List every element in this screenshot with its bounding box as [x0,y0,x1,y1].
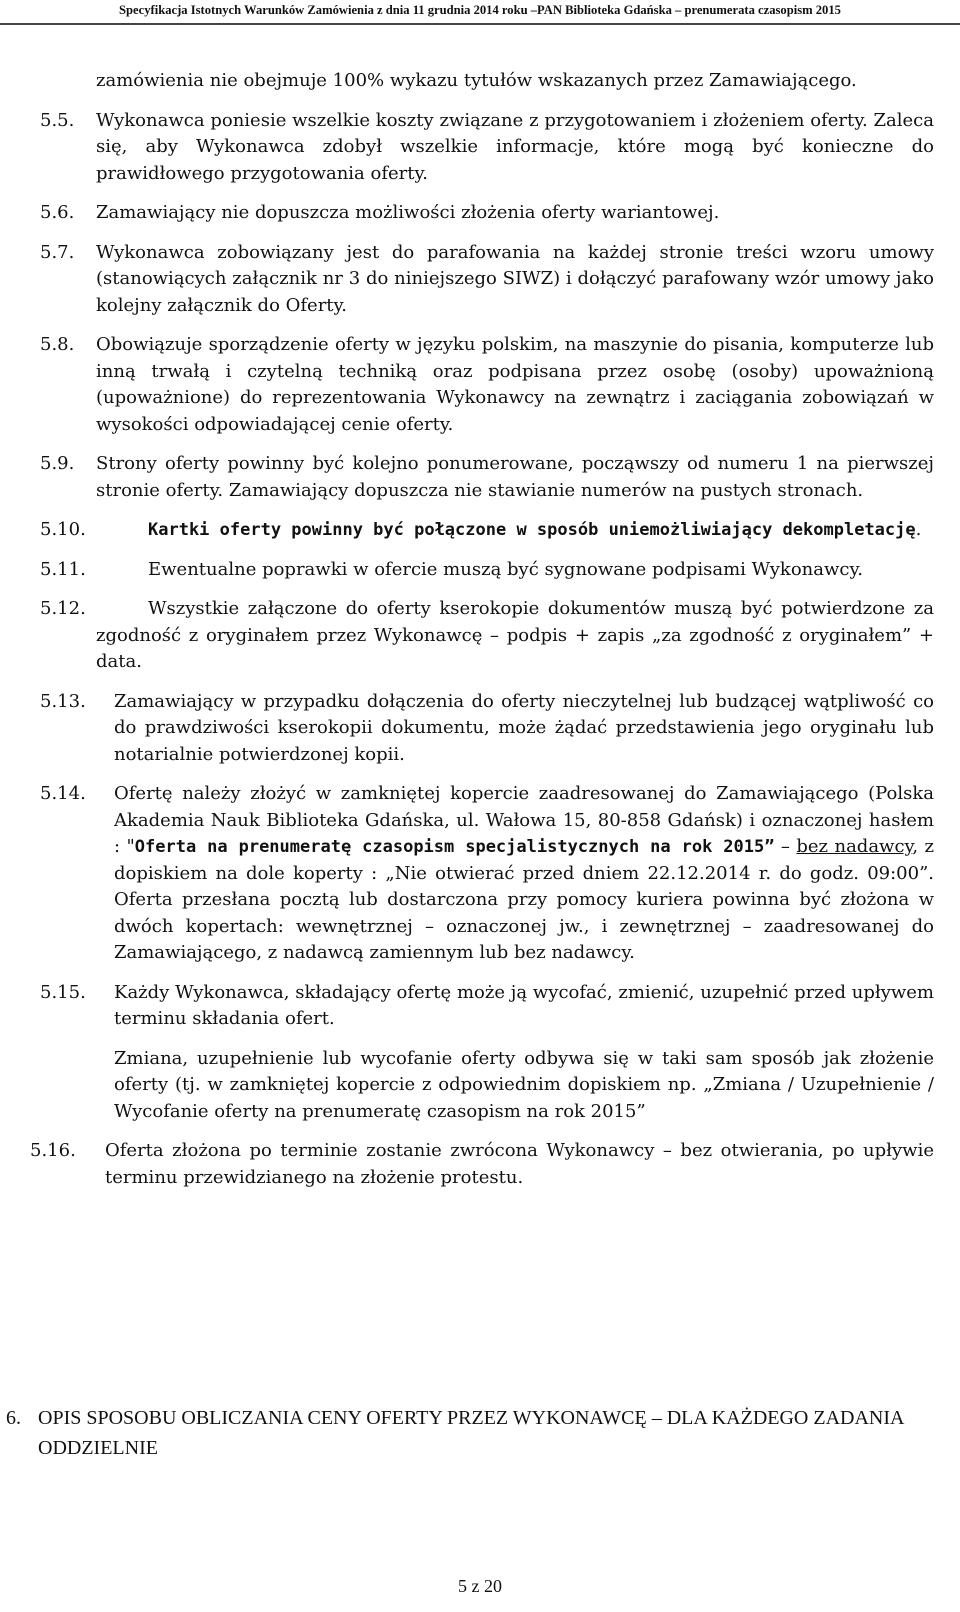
paragraph-5-15 [0,980,960,1126]
page-header [0,0,960,32]
section-heading-6 [0,1403,960,1463]
paragraph-5-13 [0,689,960,769]
paragraph-text: Oferta złożona po terminie zostanie zwrócona Wykonawcy – bez otwierania, po upływie terminu przewidzianego na złożenie protestu. [105,1140,934,1188]
paragraph-5-14 [0,781,960,967]
paragraph-5-16 [0,1138,960,1191]
header-text: Specyfikacja Istotnych Warunków Zamówienia z dnia 11 grudnia 2014 roku –PAN Biblioteka Gdańska – prenumerata czasopism 2015 [119,3,841,17]
paragraph-number: 5.7. [40,241,75,263]
paragraph-text: Strony oferty powinny być kolejno ponumerowane, począwszy od numeru 1 na pierwszej stronie oferty. Zamawiający dopuszcza nie stawianie numerów na pustych stronach. [96,453,934,501]
paragraph-5-7 [0,240,960,320]
paragraph-number: 5.5. [40,109,75,131]
paragraph-5-10: 5.10. Kartki oferty powinny być połączone w sposób uniemożliwiający dekompletację. [96,517,934,544]
paragraph-text: Wykonawca zobowiązany jest do parafowania na każdej stronie treści wzoru umowy (stanowiących załącznik nr 3 do niniejszego SIWZ) i dołączyć parafowany wzór umowy jako kolejny załącznik do Oferty. [96,241,934,316]
paragraph-number: 5.6. [40,202,75,223]
paragraph-text: Zamawiający nie dopuszcza możliwości złożenia oferty wariantowej. [96,202,720,223]
paragraph-number: 5.12. [40,598,86,619]
bold-text: Kartki oferty powinny być połączone w sposób uniemożliwiający dekompletację [148,520,916,540]
paragraph-text: Ofertę należy złożyć w zamkniętej kopercie zaadresowanej do Zamawiającego (Polska Akademia Nauk Biblioteka Gdańska, ul. Wałowa 15, 80-858 Gdańsk) i oznaczonej hasłem : "Oferta na prenumeratę czasopism specjalistycznych na rok 2015” – bez nadawcy, z dopiskiem na dole koperty : „Nie otwierać przed dniem 22.12.2014 r. do godz. 09:00”. Oferta przesłana pocztą lub dostarczona przy pomocy kuriera powinna być złożona w dwóch kopertach: wewnętrznej – oznaczonej jw., i zewnętrznej – zaadresowanej do Zamawiającego, z nadawcą zamiennym lub bez nadawcy. [114,783,934,963]
paragraph-text: Ewentualne poprawki w ofercie muszą być sygnowane podpisami Wykonawcy. [148,558,863,580]
paragraph-number: 5.11. [40,558,86,580]
paragraph-number: 5.16. [30,1140,76,1161]
paragraph-text: Każdy Wykonawca, składający ofertę może ją wycofać, zmienić, uzupełnić przed upływem terminu składania ofert. [114,981,934,1029]
paragraph-5-8 [0,332,960,438]
paragraph-5-12 [0,596,960,676]
document-body [0,68,960,1191]
paragraph-text-2: Zmiana, uzupełnienie lub wycofanie oferty odbywa się w taki sam sposób jak złożenie oferty (tj. w zamkniętej kopercie z odpowiednim dopiskiem np. „Zmiana / Uzupełnienie / Wycofanie oferty na prenumeratę czasopism na rok 2015” [114,1047,934,1122]
paragraph-number: 5.10. [40,519,86,540]
paragraph-number: 5.9. [40,453,75,474]
paragraph-5-6 [0,200,960,227]
paragraph-number: 5.13. [40,690,86,712]
page-footer [0,1576,960,1597]
paragraph-number: 5.15. [40,981,86,1003]
paragraph-5-11 [40,557,934,584]
paragraph-text: Obowiązuje sporządzenie oferty w języku polskim, na maszynie do pisania, komputerze lub inną trwałą i czytelną techniką oraz podpisana przez osobę (osoby) upoważnioną (upoważnione) do reprezentowania Wykonawcy na zewnątrz i zaciągania zobowiązań w wysokości odpowiadającej cenie oferty. [96,334,934,435]
paragraph-text: Wykonawca poniesie wszelkie koszty związane z przygotowaniem i złożeniem oferty. Zaleca się, aby Wykonawca zdobył wszelkie informacje, które mogą być konieczne do prawidłowego przygotowania oferty. [96,109,934,184]
page-number: 5 z 20 [458,1576,502,1596]
header-rule [0,23,960,25]
section-title: OPIS SPOSOBU OBLICZANIA CENY OFERTY PRZEZ WYKONAWCĘ – DLA KAŻDEGO ZADANIA ODDZIELNIE [38,1407,904,1459]
bold-text: Oferta na prenumeratę czasopism specjalistycznych na rok 2015” [134,837,775,857]
paragraph-5-5 [0,108,960,188]
underlined-text: bez nadawcy [796,836,913,857]
section-number: 6. [6,1407,21,1429]
paragraph-text: Wszystkie załączone do oferty kserokopie dokumentów muszą być potwierdzone za zgodność z oryginałem przez Wykonawcę – podpis + zapis „za zgodność z oryginałem” + data. [96,598,934,672]
paragraph-number: 5.14. [40,783,86,804]
paragraph-continuation: zamówienia nie obejmuje 100% wykazu tytułów wskazanych przez Zamawiającego. [96,70,857,91]
paragraph-text: Zamawiający w przypadku dołączenia do oferty nieczytelnej lub budzącej wątpliwość co do prawdziwości kserokopii dokumentu, może żądać przedstawienia jego oryginału lub notarialnie potwierdzonej kopii. [114,690,934,765]
paragraph-5-9 [0,451,960,504]
paragraph-number: 5.8. [40,334,75,355]
